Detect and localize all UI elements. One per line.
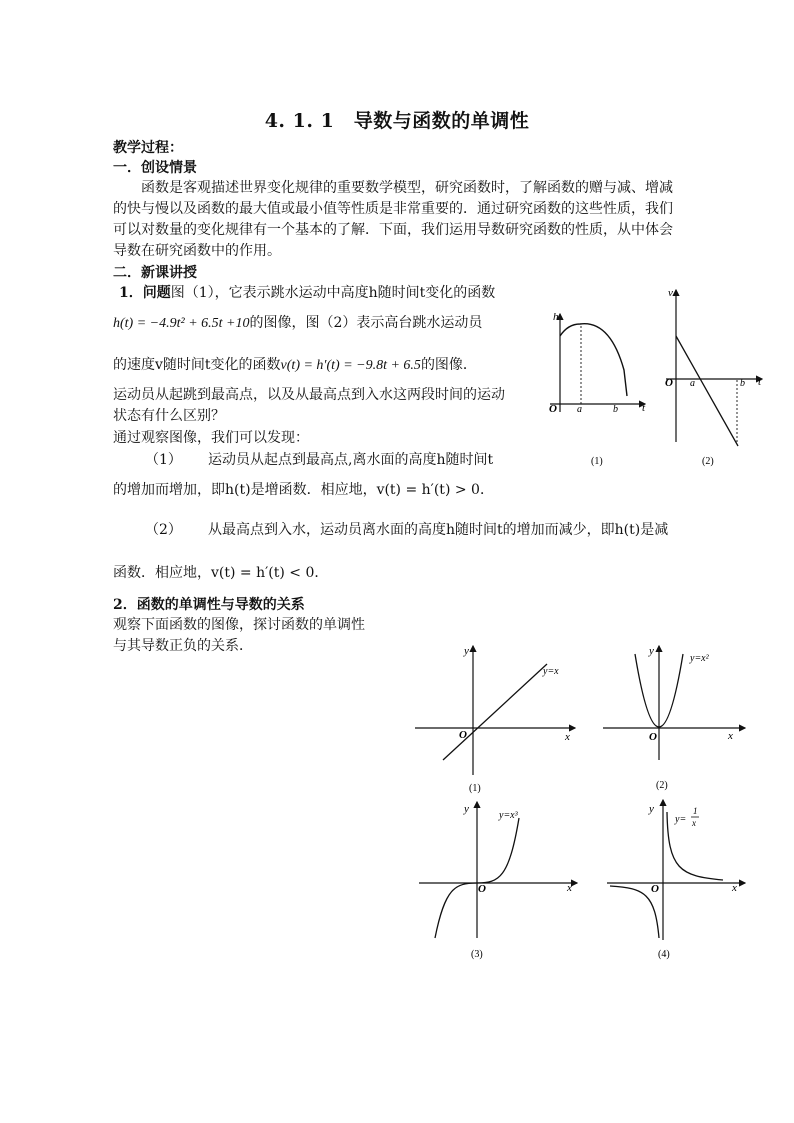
velocity-graph [665,287,762,467]
p3-xlabel: x [567,882,572,894]
section2-heading: 二．新课讲授 [113,265,197,281]
obs1-num: （1） [145,452,182,468]
p1-ylabel: y [464,645,469,657]
obs1-cont: 的增加而增加，即h(t)是增函数．相应地，v(t) = h′(t) > 0． [113,482,494,498]
item1-label: 1．问题 [119,285,171,301]
item2-heading: 2．函数的单调性与导数的关系 [113,597,305,613]
p2-xlabel: x [728,730,733,742]
formula-v: v(t) = h′(t) = −9.8t + 6.5 [280,358,421,373]
p1-xlabel: x [565,731,570,743]
question-text: 运动员从起跳到最高点，以及从最高点到入水这两段时间的运动状态有什么区别？ [113,387,505,424]
speed-line [113,355,477,376]
obs2-num: （2） [145,522,182,538]
after-formula-text: 的图像，图（2）表示高台跳水运动员 [249,315,483,331]
plot-y-eq-x [415,645,575,794]
speed-pre: 的速度v随时间t变化的函数 [113,357,281,373]
p4-numerator: 1 [693,806,698,816]
p3-label: y=x³ [499,810,518,821]
process-label: 教学过程： [113,140,183,156]
obs2-text: 从最高点到入水，运动员离水面的高度h随时间t的增加而减少，即h(t)是减 [208,522,669,538]
function-plots [405,640,755,970]
h-origin: O [549,403,557,415]
p1-origin: O [459,729,467,741]
p4-denominator: x [692,818,696,828]
p4-xlabel: x [732,882,737,894]
h-curve [560,324,627,396]
v-xlabel: t [758,376,762,388]
item1-text: 图（1），它表示跳水运动中高度h随时间t变化的函数 [170,285,496,301]
p1-caption: (1) [469,783,481,794]
v-a-label: a [690,378,695,389]
v-b-label: b [740,378,745,389]
plot-y-eq-x-squared [603,645,745,791]
p4-label: y= [675,814,687,825]
p2-label: y=x² [690,653,709,664]
speed-post: 的图像． [420,357,477,373]
p2-origin: O [649,731,657,743]
formula-h-line [113,313,482,334]
p3-ylabel: y [464,803,469,815]
item1-line [119,283,495,303]
diving-figures [540,284,770,474]
page-title: 4. 1. 1 导数与函数的单调性 [264,110,530,132]
h-ylabel: h [553,311,559,323]
plot-y-eq-1-over-x [607,800,745,960]
item2-line2: 与其导数正负的关系． [113,638,253,654]
p4-caption: (4) [658,949,670,960]
p4-origin: O [651,883,659,895]
p1-label: y=x [543,666,559,677]
v-ylabel: v [668,287,673,299]
v-caption: (2) [702,456,714,467]
p4-ylabel: y [649,803,654,815]
section1-paragraph: 函数是客观描述世界变化规律的重要数学模型，研究函数时，了解函数的赠与减、增减的快与慢以及函数的最大值或最小值等性质是非常重要的．通过研究函数的这些性质，我们可以对数量的变化规律有一个基本的了解．下面，我们运用导数研究函数的性质，从中体会导数在研究函数中的作用。 [113,180,673,259]
observe-text: 通过观察图像，我们可以发现： [113,430,309,446]
obs1-text: 运动员从起点到最高点,离水面的高度h随时间t [208,452,494,468]
line-y-eq-x [443,664,547,760]
item2-line1: 观察下面函数的图像，探讨函数的单调性 [113,617,365,633]
p2-ylabel: y [649,645,654,657]
h-b-label: b [613,404,618,415]
p3-caption: (3) [471,949,483,960]
v-origin: O [665,377,673,389]
h-a-label: a [577,404,582,415]
formula-h: h(t) = −4.9t² + 6.5t +10 [113,316,250,331]
v-line [676,336,738,446]
h-caption: (1) [591,456,603,467]
section1-heading: 一．创设情景 [113,160,197,176]
p3-origin: O [478,883,486,895]
obs2-cont: 函数．相应地，v(t) = h′(t) < 0． [113,565,329,581]
height-graph [549,311,646,467]
plot-y-eq-x-cubed [419,802,577,960]
h-xlabel: t [642,402,646,414]
p2-caption: (2) [656,780,668,791]
